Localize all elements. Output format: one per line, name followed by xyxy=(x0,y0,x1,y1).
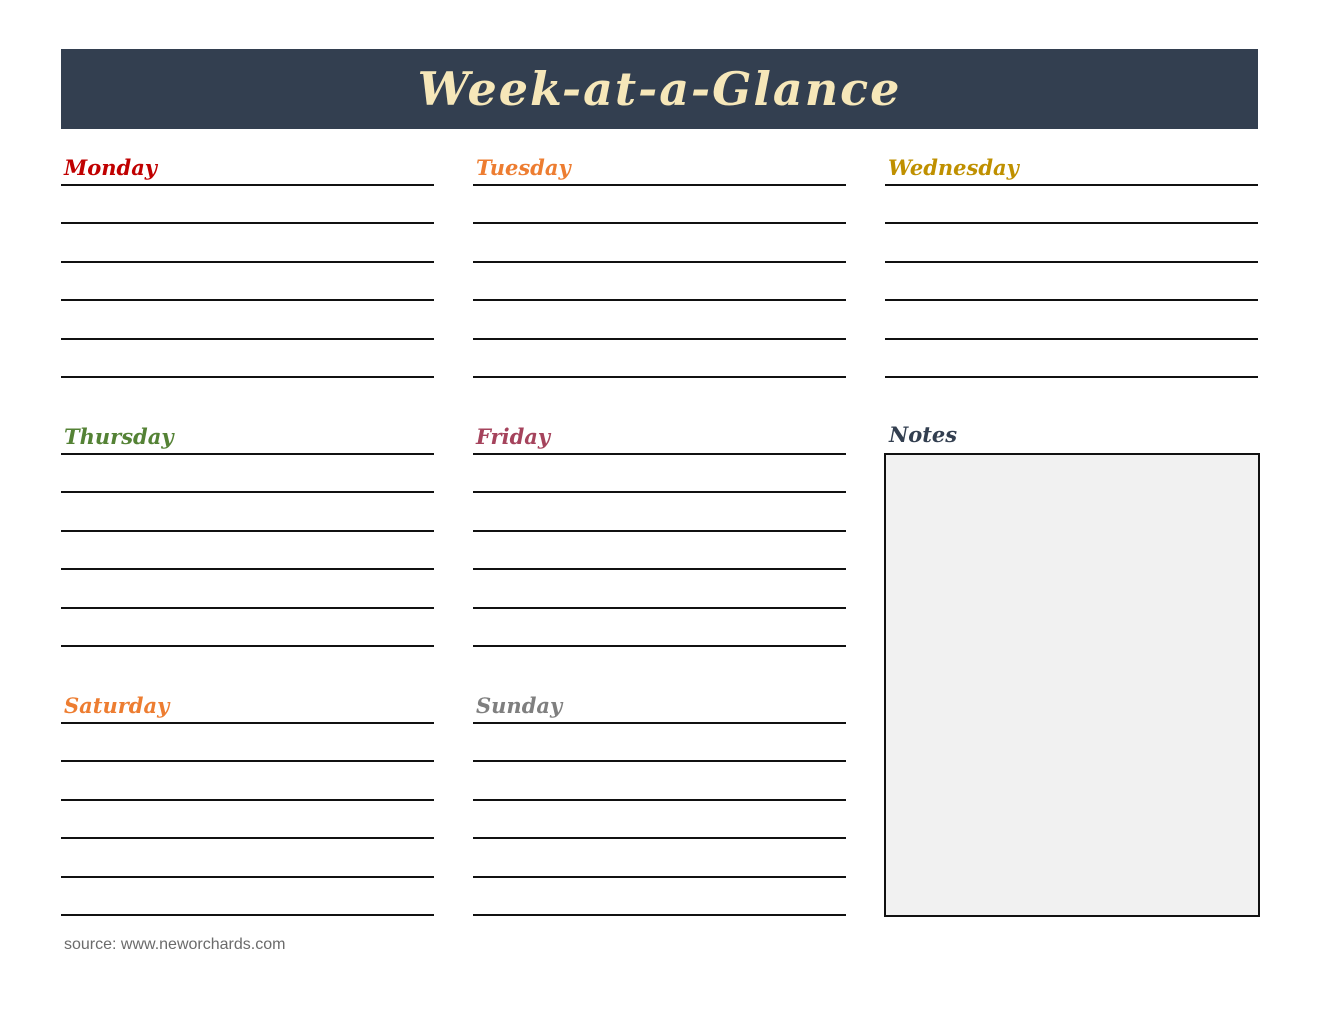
writing-line xyxy=(473,760,846,762)
writing-line xyxy=(61,338,434,340)
writing-line xyxy=(61,491,434,493)
writing-line xyxy=(61,876,434,878)
writing-line xyxy=(61,760,434,762)
writing-line xyxy=(61,722,434,724)
day-label: Sunday xyxy=(476,693,563,718)
writing-line xyxy=(61,453,434,455)
day-label: Tuesday xyxy=(476,155,571,180)
day-section-wednesday xyxy=(885,154,1258,378)
writing-line xyxy=(885,261,1258,263)
notes-label: Notes xyxy=(889,422,958,447)
writing-line xyxy=(885,299,1258,301)
writing-line xyxy=(473,914,846,916)
writing-line xyxy=(473,338,846,340)
writing-line xyxy=(473,530,846,532)
writing-line xyxy=(885,222,1258,224)
day-label: Friday xyxy=(476,424,551,449)
writing-line xyxy=(61,799,434,801)
writing-line xyxy=(61,376,434,378)
writing-line xyxy=(885,376,1258,378)
day-section-sunday xyxy=(473,692,846,916)
writing-line xyxy=(473,376,846,378)
writing-line xyxy=(885,338,1258,340)
writing-line xyxy=(473,876,846,878)
day-section-friday xyxy=(473,423,846,647)
header-banner xyxy=(61,49,1258,129)
writing-line xyxy=(473,491,846,493)
writing-line xyxy=(473,607,846,609)
writing-line xyxy=(61,222,434,224)
writing-line xyxy=(473,645,846,647)
writing-line xyxy=(473,299,846,301)
writing-line xyxy=(473,568,846,570)
writing-line xyxy=(61,568,434,570)
day-section-thursday xyxy=(61,423,434,647)
writing-line xyxy=(885,184,1258,186)
day-label: Monday xyxy=(64,155,158,180)
writing-line xyxy=(61,261,434,263)
writing-line xyxy=(61,184,434,186)
day-section-saturday xyxy=(61,692,434,916)
writing-line xyxy=(61,299,434,301)
writing-line xyxy=(61,607,434,609)
day-label: Thursday xyxy=(64,424,174,449)
writing-line xyxy=(61,914,434,916)
writing-line xyxy=(473,722,846,724)
day-label: Saturday xyxy=(64,693,170,718)
day-section-monday xyxy=(61,154,434,378)
writing-line xyxy=(473,837,846,839)
writing-line xyxy=(473,261,846,263)
writing-line xyxy=(473,799,846,801)
source-credit: source: www.neworchards.com xyxy=(64,936,286,953)
writing-line xyxy=(473,453,846,455)
notes-box[interactable] xyxy=(884,453,1260,917)
page-title: Week-at-a-Glance xyxy=(417,62,902,116)
writing-line xyxy=(61,837,434,839)
day-label: Wednesday xyxy=(888,155,1019,180)
writing-line xyxy=(473,184,846,186)
writing-line xyxy=(61,530,434,532)
day-section-tuesday xyxy=(473,154,846,378)
writing-line xyxy=(61,645,434,647)
writing-line xyxy=(473,222,846,224)
